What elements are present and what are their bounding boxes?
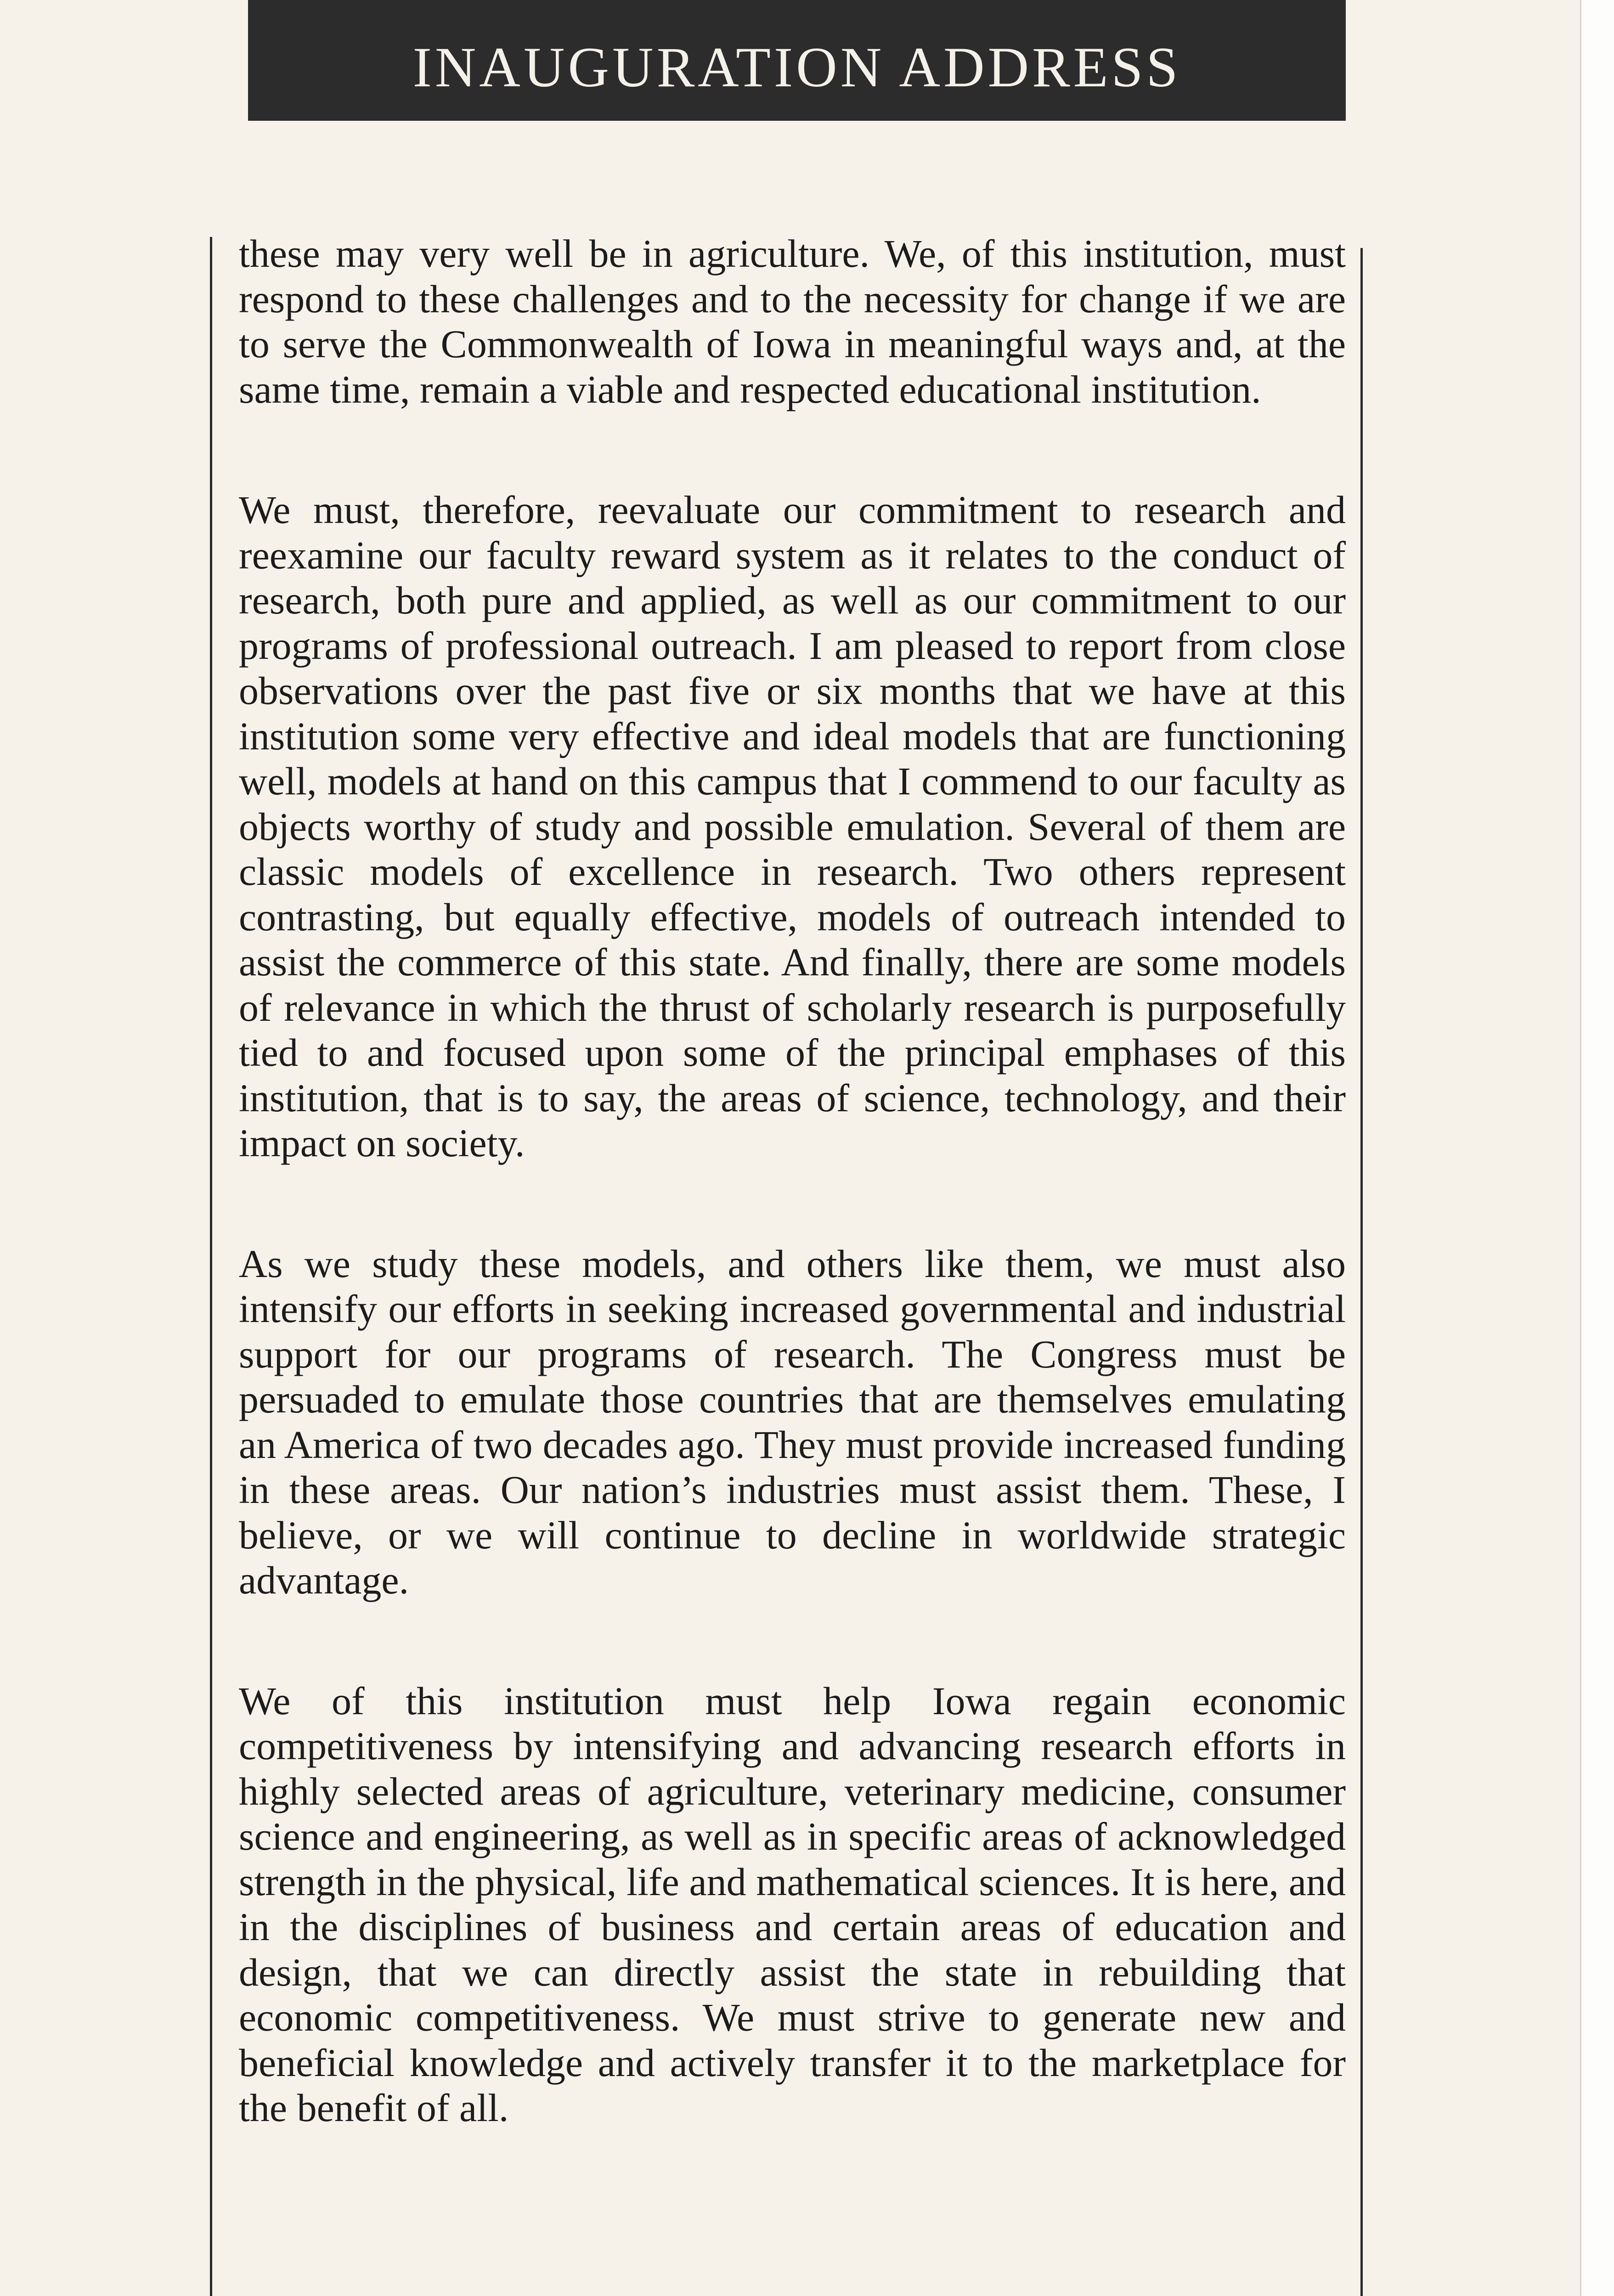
paragraph-4: We of this institution must help Iowa regain economic competitiveness by intensifying and advancing research efforts in highly selected areas of agriculture, veterinary medicine, consumer science and engineering, as well as in specific areas of acknowledged strength in the physical, life and mathematical sciences. It is here, and in the disciplines of business and certain areas of education and design, that we can directly assist the state in rebuilding that economic competitiveness. We must strive to generate new and beneficial knowledge and actively transfer it to the marketplace for the benefit of all. — [239, 1678, 1346, 2130]
paragraph-3: As we study these models, and others like them, we must also intensify our efforts in seeking increased governmental and industrial support for our programs of research. The Congress must be persuaded to emulate those countries that are themselves emulating an America of two decades ago. They must provide increased funding in these areas. Our nation’s industries must assist them. These, I believe, or we will continue to decline in worldwide strategic advantage. — [239, 1241, 1346, 1602]
right-margin-rule — [1360, 248, 1363, 2296]
page-edge — [1580, 0, 1614, 2296]
paragraph-1: these may very well be in agriculture. We, of this institution, must respond to these challenges and to the necessity for change if we are to serve the Commonwealth of Iowa in meaningful ways and, at the same time, remain a viable and respected educational institution. — [239, 231, 1346, 411]
page-title: INAUGURATION ADDRESS — [412, 35, 1181, 99]
left-margin-rule — [210, 237, 212, 2296]
paragraph-2: We must, therefore, reevaluate our commitment to research and reexamine our faculty reward system as it relates to the conduct of research, both pure and applied, as well as our commitment to our programs of professional outreach. I am pleased to report from close observations over the past five or six months that we have at this institution some very effective and ideal models that are functioning well, models at hand on this campus that I commend to our faculty as objects worthy of study and possible emulation. Several of them are classic models of excellence in research. Two others represent contrasting, but equally effective, models of outreach intended to assist the commerce of this state. And finally, there are some models of relevance in which the thrust of scholarly research is purposefully tied to and focused upon some of the principal emphases of this institution, that is to say, the areas of science, technology, and their impact on society. — [239, 488, 1346, 1165]
header-bar — [248, 0, 1346, 121]
body-text — [239, 231, 1346, 2131]
